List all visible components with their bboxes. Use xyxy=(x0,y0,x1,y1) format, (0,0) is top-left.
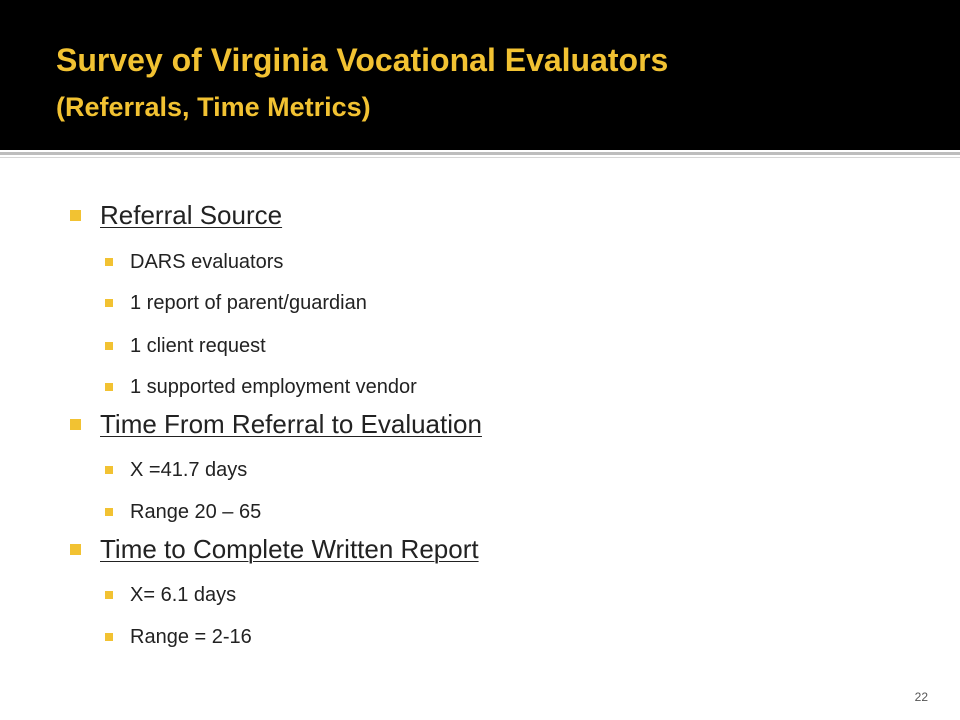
bullet-heading-time-from-referral xyxy=(70,407,482,441)
bullet-heading-referral-source xyxy=(70,198,282,232)
sub-bullet-text: Range = 2-16 xyxy=(130,625,252,648)
sub-bullet-item xyxy=(105,289,367,317)
square-bullet-icon xyxy=(70,419,81,430)
sub-bullet-item xyxy=(105,456,247,484)
sub-bullet-text: 1 report of parent/guardian xyxy=(130,291,367,314)
bullet-heading-text: Referral Source xyxy=(100,199,283,230)
sub-bullet-text: 1 supported employment vendor xyxy=(130,375,417,398)
square-bullet-icon xyxy=(105,508,113,516)
square-bullet-icon xyxy=(105,258,113,266)
square-bullet-icon xyxy=(105,383,113,391)
sub-bullet-text: Range 20 – 65 xyxy=(130,500,262,523)
sub-bullet-text: X= 6.1 days xyxy=(130,583,237,606)
sub-bullet-text: DARS evaluators xyxy=(130,250,284,273)
square-bullet-icon xyxy=(70,210,81,221)
square-bullet-icon xyxy=(105,466,113,474)
square-bullet-icon xyxy=(105,342,113,350)
bullet-heading-text: Time to Complete Written Report xyxy=(100,533,479,564)
sub-bullet-item xyxy=(105,332,266,360)
square-bullet-icon xyxy=(105,591,113,599)
square-bullet-icon xyxy=(105,633,113,641)
page-number: 22 xyxy=(914,690,928,704)
sub-bullet-item xyxy=(105,373,417,401)
slide-subtitle: (Referrals, Time Metrics) xyxy=(56,92,371,122)
sub-bullet-item xyxy=(105,498,261,526)
slide-title: Survey of Virginia Vocational Evaluators xyxy=(56,42,669,78)
square-bullet-icon xyxy=(70,544,81,555)
sub-bullet-item xyxy=(105,623,252,651)
sub-bullet-item xyxy=(105,581,236,609)
bullet-heading-time-to-complete xyxy=(70,532,479,566)
square-bullet-icon xyxy=(105,299,113,307)
sub-bullet-text: X =41.7 days xyxy=(130,458,248,481)
sub-bullet-text: 1 client request xyxy=(130,334,266,357)
bullet-heading-text: Time From Referral to Evaluation xyxy=(100,408,482,439)
sub-bullet-item xyxy=(105,248,283,276)
